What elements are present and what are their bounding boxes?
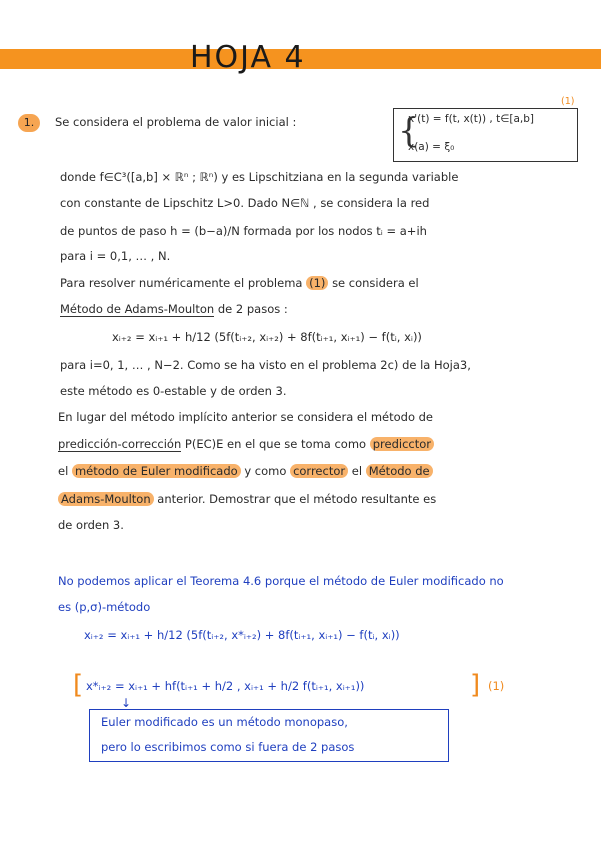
predictor-formula: x*ᵢ₊₂ = xᵢ₊₁ + hf(tᵢ₊₁ + h/2 , xᵢ₊₁ + h/2 f(tᵢ₊₁, xᵢ₊₁))	[86, 679, 365, 693]
method-name: Método de Adams-Moulton	[60, 302, 215, 316]
note-line: Euler modificado es un método monopaso,	[101, 715, 348, 729]
text-line: predicción-corrección P(EC)E en el que se toma como predicctor	[58, 437, 434, 451]
solution-line: No podemos aplicar el Teorema 4.6 porque el método de Euler modificado no	[58, 574, 504, 588]
text-line: para i=0, 1, … , N−2. Como se ha visto en el problema 2c) de la Hoja3,	[60, 358, 471, 372]
corrector-highlight: corrector	[290, 464, 348, 478]
text-line: En lugar del método implícito anterior se considera el método de	[58, 410, 434, 424]
system-brace: {	[398, 111, 420, 151]
left-bracket: [	[73, 670, 84, 700]
problem-ref-highlight: (1)	[306, 276, 328, 290]
adams-moulton-formula: xᵢ₊₂ = xᵢ₊₁ + h/12 (5f(tᵢ₊₂, xᵢ₊₂) + 8f(tᵢ₊₁, xᵢ₊₁) − f(tᵢ, xᵢ))	[112, 330, 422, 344]
pc-label: predicción-corrección	[58, 437, 182, 451]
ivp-initial-condition: x(a) = ξ₀	[408, 141, 455, 153]
down-arrow-icon: ↓	[121, 696, 132, 710]
text-line: el método de Euler modificado y como corrector el Método de	[58, 464, 433, 478]
text-line: de orden 3.	[58, 518, 124, 532]
text-line: Para resolver numéricamente el problema (1) se considera el	[60, 276, 419, 290]
text-line: para i = 0,1, … , N.	[60, 249, 171, 263]
text-line: Adams-Moulton anterior. Demostrar que el método resultante es	[58, 492, 436, 506]
intro-text: Se considera el problema de valor inicial :	[55, 115, 297, 129]
adams-highlight: Adams-Moulton	[58, 492, 154, 506]
right-bracket: ]	[470, 670, 481, 700]
text-line: de puntos de paso h = (b−a)/N formada por los nodos tᵢ = a+ih	[60, 224, 427, 238]
solution-line: es (p,σ)-método	[58, 600, 151, 614]
predictor-tag: (1)	[488, 679, 505, 693]
solution-formula: xᵢ₊₂ = xᵢ₊₁ + h/12 (5f(tᵢ₊₂, x*ᵢ₊₂) + 8f(tᵢ₊₁, xᵢ₊₁) − f(tᵢ, xᵢ))	[84, 628, 400, 642]
predictor-highlight: predicctor	[370, 437, 434, 451]
system-tag: (1)	[561, 96, 575, 107]
ivp-equation: x'(t) = f(t, x(t)) , t∈[a,b]	[408, 113, 534, 125]
euler-highlight: método de Euler modificado	[72, 464, 241, 478]
metodo-de-highlight: Método de	[366, 464, 433, 478]
text-line: donde f∈C³([a,b] × ℝⁿ ; ℝⁿ) y es Lipschitziana en la segunda variable	[60, 170, 459, 184]
text-line: Método de Adams-Moulton de 2 pasos :	[60, 302, 288, 316]
text-line: este método es 0-estable y de orden 3.	[60, 384, 287, 398]
note-line: pero lo escribimos como si fuera de 2 pasos	[101, 740, 355, 754]
page-title: HOJA 4	[190, 40, 306, 75]
text-line: con constante de Lipschitz L>0. Dado N∈ℕ , se considera la red	[60, 196, 430, 210]
exercise-number: 1.	[18, 114, 40, 132]
